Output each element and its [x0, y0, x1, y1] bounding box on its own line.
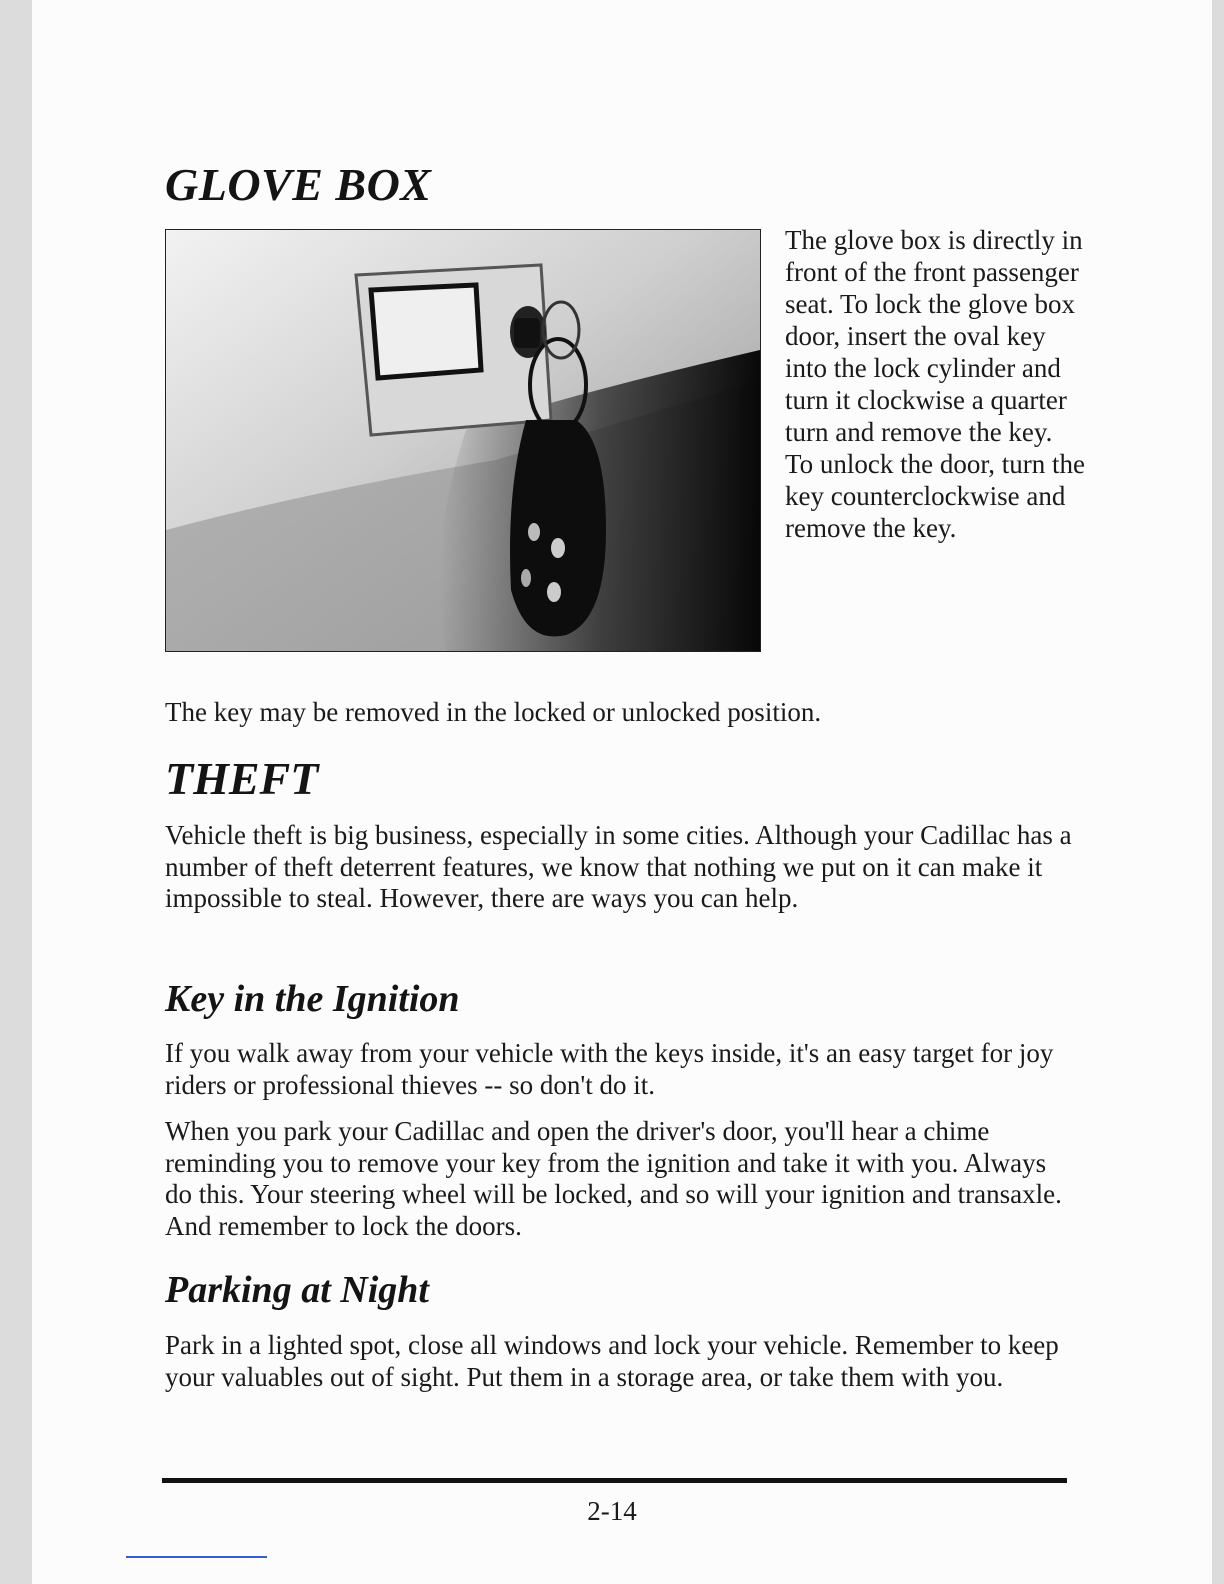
key-removal-note: The key may be removed in the locked or unlocked position.	[165, 697, 822, 727]
glove-box-instructions: The glove box is directly in front of the front passenger seat. To lock the glove box door, insert the oval key into the lock cylinder and turn it clockwise a quarter turn and remove the key. To unlock the door, turn the key counterclockwise and remove the key.	[785, 225, 1085, 543]
glove-box-heading: GLOVE BOX	[165, 159, 432, 210]
key-in-ignition-heading: Key in the Ignition	[165, 978, 460, 1020]
key-in-ignition-paragraph-2: When you park your Cadillac and open the driver's door, you'll hear a chime reminding you to remove your key from the ignition and take it with you. Always do this. Your steering wheel will be locked, and so will your ignition and transaxle. And remember to lock the doors.	[165, 1116, 1062, 1241]
footer-rule	[162, 1478, 1067, 1483]
page-number: 2-14	[587, 1496, 637, 1526]
parking-at-night-heading: Parking at Night	[165, 1269, 429, 1311]
footer-link-underline[interactable]	[126, 1556, 267, 1558]
theft-paragraph: Vehicle theft is big business, especially in some cities. Although your Cadillac has a number of theft deterrent features, we know that nothing we put on it can make it impossible to steal. However, there are ways you can help.	[165, 820, 1072, 913]
glove-box-key-photo	[165, 229, 761, 652]
key-in-ignition-paragraph-1: If you walk away from your vehicle with the keys inside, it's an easy target for joy riders or professional thieves -- so don't do it.	[165, 1038, 1054, 1100]
parking-at-night-paragraph: Park in a lighted spot, close all windows and lock your vehicle. Remember to keep your valuables out of sight. Put them in a storage area, or take them with you.	[165, 1330, 1059, 1392]
theft-heading: THEFT	[165, 753, 319, 804]
